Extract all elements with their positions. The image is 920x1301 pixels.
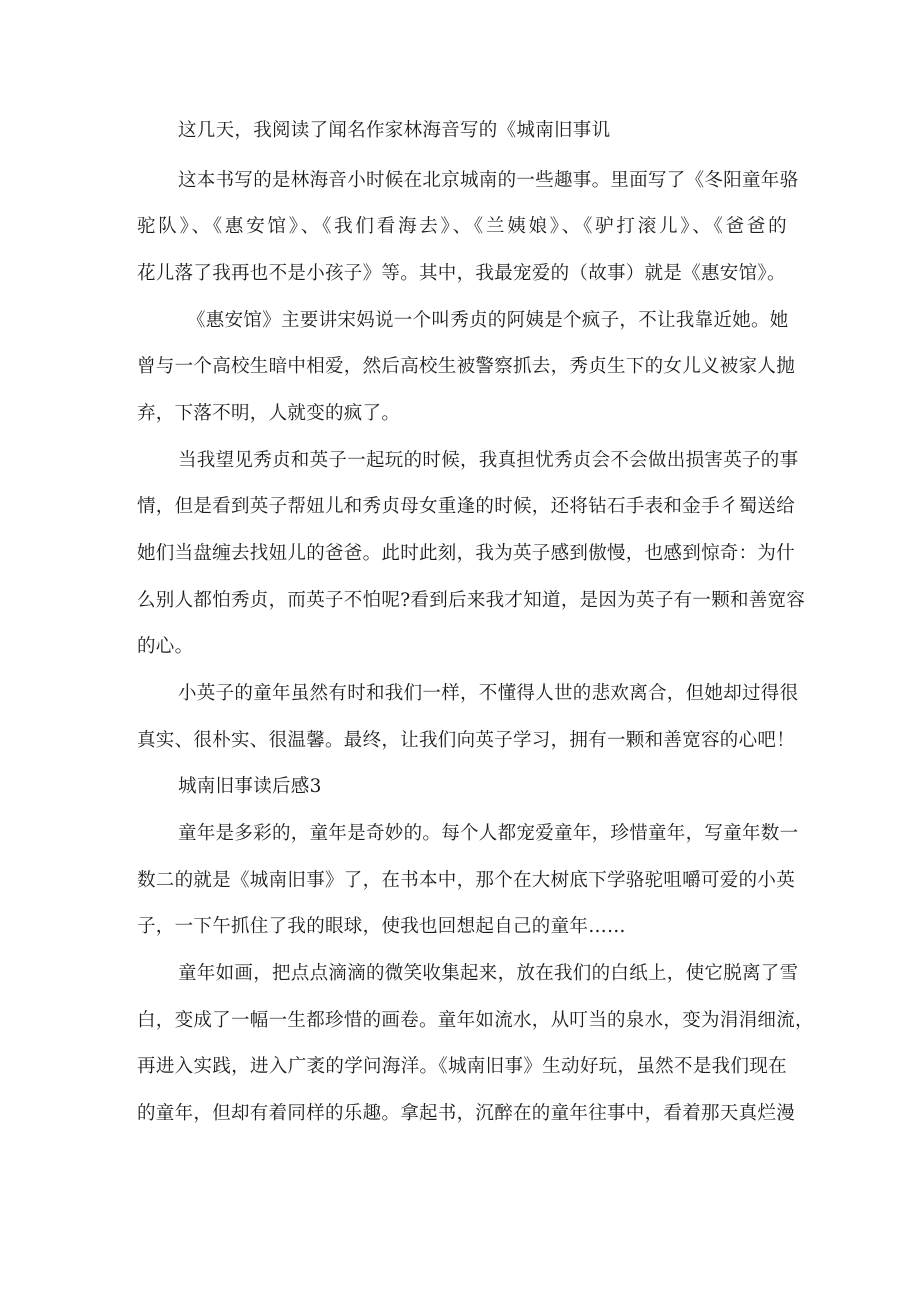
section-heading: 城南旧事读后感3 xyxy=(178,776,322,797)
paragraph-line: 么别人都怕秀贞，而英子不怕呢?看到后来我才知道，是因为英子有一颗和善宽容 xyxy=(137,590,806,611)
paragraph-line: 花儿落了我再也不是小孩子》等。其中，我最宠爱的（故事）就是《惠安馆》。 xyxy=(137,263,786,284)
paragraph-line: 的心。 xyxy=(137,636,194,657)
paragraph-line: 情，但是看到英子帮妞儿和秀贞母女重逢的时候，还将钻石手表和金手彳蜀送给 xyxy=(137,496,796,517)
paragraph-line: 白，变成了一幅一生都珍惜的画卷。童年如流水，从叮当的泉水，变为涓涓细流， xyxy=(137,1010,814,1031)
paragraph-line: 驼队》、《惠安馆》、《我们看海去》、《兰姨娘》、《驴打滚儿》、《爸爸的 xyxy=(137,216,787,237)
paragraph-line: 童年是多彩的，童年是奇妙的。每个人都宠爱童年，珍惜童年，写童年数一 xyxy=(178,823,799,844)
paragraph-line: 当我望见秀贞和英子一起玩的时候，我真担忧秀贞会不会做出损害英子的事 xyxy=(178,450,799,471)
paragraph-line: 小英子的童年虽然有时和我们一样，不懂得人世的悲欢离合，但她却过得很 xyxy=(178,683,799,704)
paragraph-line: 再进入实践，进入广袤的学问海洋。《城南旧事》生动好玩，虽然不是我们现在 xyxy=(137,1056,787,1077)
intro-line: 这几天，我阅读了闻名作家林海音写的《城南旧事讥 xyxy=(178,120,611,141)
paragraph-line: 真实、很朴实、很温馨。最终，让我们向英子学习，拥有一颗和善宽容的心吧！ xyxy=(137,730,796,751)
paragraph-line: 《惠安馆》主要讲宋妈说一个叫秀贞的阿姨是个疯子，不让我靠近她。她 xyxy=(187,310,789,331)
paragraph-line: 数二的就是《城南旧事》了，在书本中，那个在大树底下学骆驼咀嚼可爱的小英 xyxy=(137,870,796,891)
paragraph-line: 童年如画，把点点滴滴的微笑收集起来，放在我们的白纸上，使它脱离了雪 xyxy=(178,963,799,984)
paragraph-line: 曾与一个高校生暗中相爱，然后高校生被警察抓去，秀贞生下的女儿义被家人抛 xyxy=(137,356,796,377)
paragraph-line: 弃，下落不明，人就变的疯了。 xyxy=(137,403,401,424)
paragraph-line: 子，一下午抓住了我的眼球，使我也回想起自己的童年…… xyxy=(137,916,626,937)
paragraph-line: 这本书写的是林海音小时候在北京城南的一些趣事。里面写了《冬阳童年骆 xyxy=(178,170,799,191)
paragraph-line: 她们当盘缠去找妞儿的爸爸。此时此刻，我为英子感到傲慢，也感到惊奇：为什 xyxy=(137,543,796,564)
paragraph-line: 的童年，但却有着同样的乐趣。拿起书，沉醉在的童年往事中，看着那天真烂漫 xyxy=(137,1103,796,1124)
